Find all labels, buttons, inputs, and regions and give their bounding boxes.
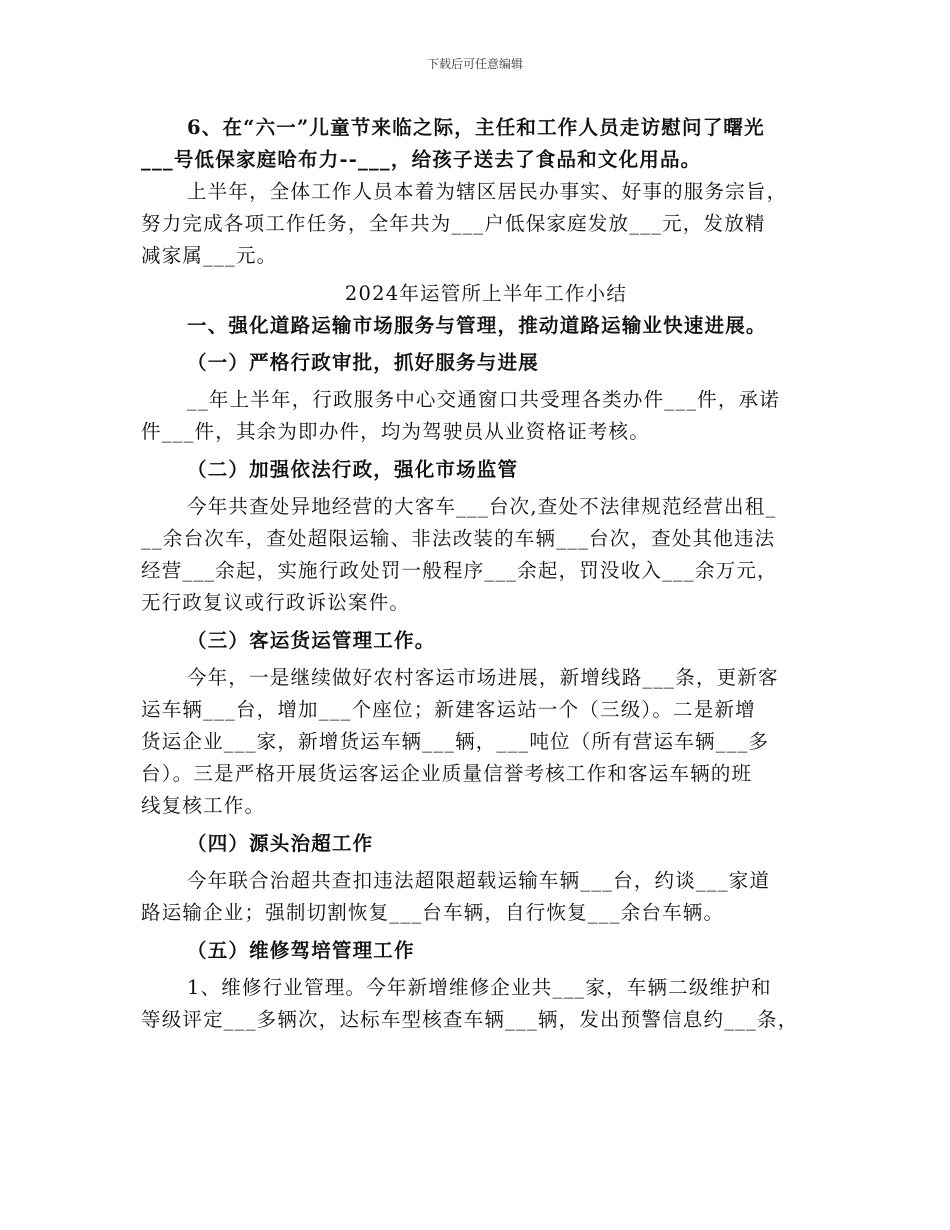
text-line: 路运输企业；强制切割恢复___台车辆，自行恢复___余台车辆。 [141, 901, 725, 924]
text-line: 上半年，全体工作人员本着为辖区居民办事实、好事的服务宗旨， [187, 180, 788, 203]
text-line: 今年，一是继续做好农村客运市场进展，新增线路___条，更新客 [187, 666, 779, 689]
heading-line: ___号低保家庭哈布力--___，给孩子送去了食品和文化用品。 [141, 148, 702, 171]
text-line: 货运企业___家，新增货运车辆___辆，___吨位（所有营运车辆___多 [141, 730, 770, 753]
text-line: 减家属___元。 [141, 244, 278, 267]
heading-line: （三）客运货运管理工作。 [187, 629, 436, 652]
text-line: 1、维修行业管理。今年新增维修企业共___家，车辆二级维护和 [187, 976, 772, 999]
text-line: __余台次车，查处超限运输、非法改装的车辆___台次，查处其他违法 [141, 527, 776, 550]
text-line: 经营___余起，实施行政处罚一般程序___余起，罚没收入___余万元， [141, 559, 778, 582]
heading-line: （五）维修驾培管理工作 [187, 939, 415, 962]
text-line: __年上半年，行政服务中心交通窗口共受理各类办件___件，承诺 [187, 388, 780, 411]
heading-line: （二）加强依法行政，强化市场监管 [187, 458, 519, 481]
text-line: 今年共查处异地经营的大客车___台次,查处不法律规范经营出租_ [187, 495, 777, 518]
text-line: 件___件，其余为即办件，均为驾驶员从业资格证考核。 [141, 420, 650, 443]
text-line: 努力完成各项工作任务，全年共为___户低保家庭发放___元，发放精 [141, 212, 766, 235]
heading-line: （一）严格行政审批，抓好服务与进展 [187, 351, 539, 374]
text-line: 无行政复议或行政诉讼案件。 [141, 591, 411, 614]
heading-line: 6、在“六一”儿童节来临之际，主任和工作人员走访慰问了曙光 [187, 116, 765, 139]
text-line: 等级评定___多辆次，达标车型核查车辆___辆，发出预警信息约___条， [141, 1008, 799, 1031]
text-line: 运车辆___台，增加___个座位；新建客运站一个（三级）。二是新增 [141, 698, 756, 721]
text-line: 今年联合治超共查扣违法超限超载运输车辆___台，约谈___家道 [187, 869, 771, 892]
heading-line: （四）源头治超工作 [187, 832, 374, 855]
page-header: 下载后可任意编辑 [426, 57, 523, 71]
text-line: 线复核工作。 [141, 794, 266, 817]
heading-line: 一、强化道路运输市场服务与管理，推动道路运输业快速进展。 [187, 314, 767, 337]
text-line: 台）。三是严格开展货运客运企业质量信誉考核工作和客运车辆的班 [141, 762, 753, 785]
document-title: 2024年运管所上半年工作小结 [344, 282, 628, 305]
document-body [141, 112, 831, 1036]
